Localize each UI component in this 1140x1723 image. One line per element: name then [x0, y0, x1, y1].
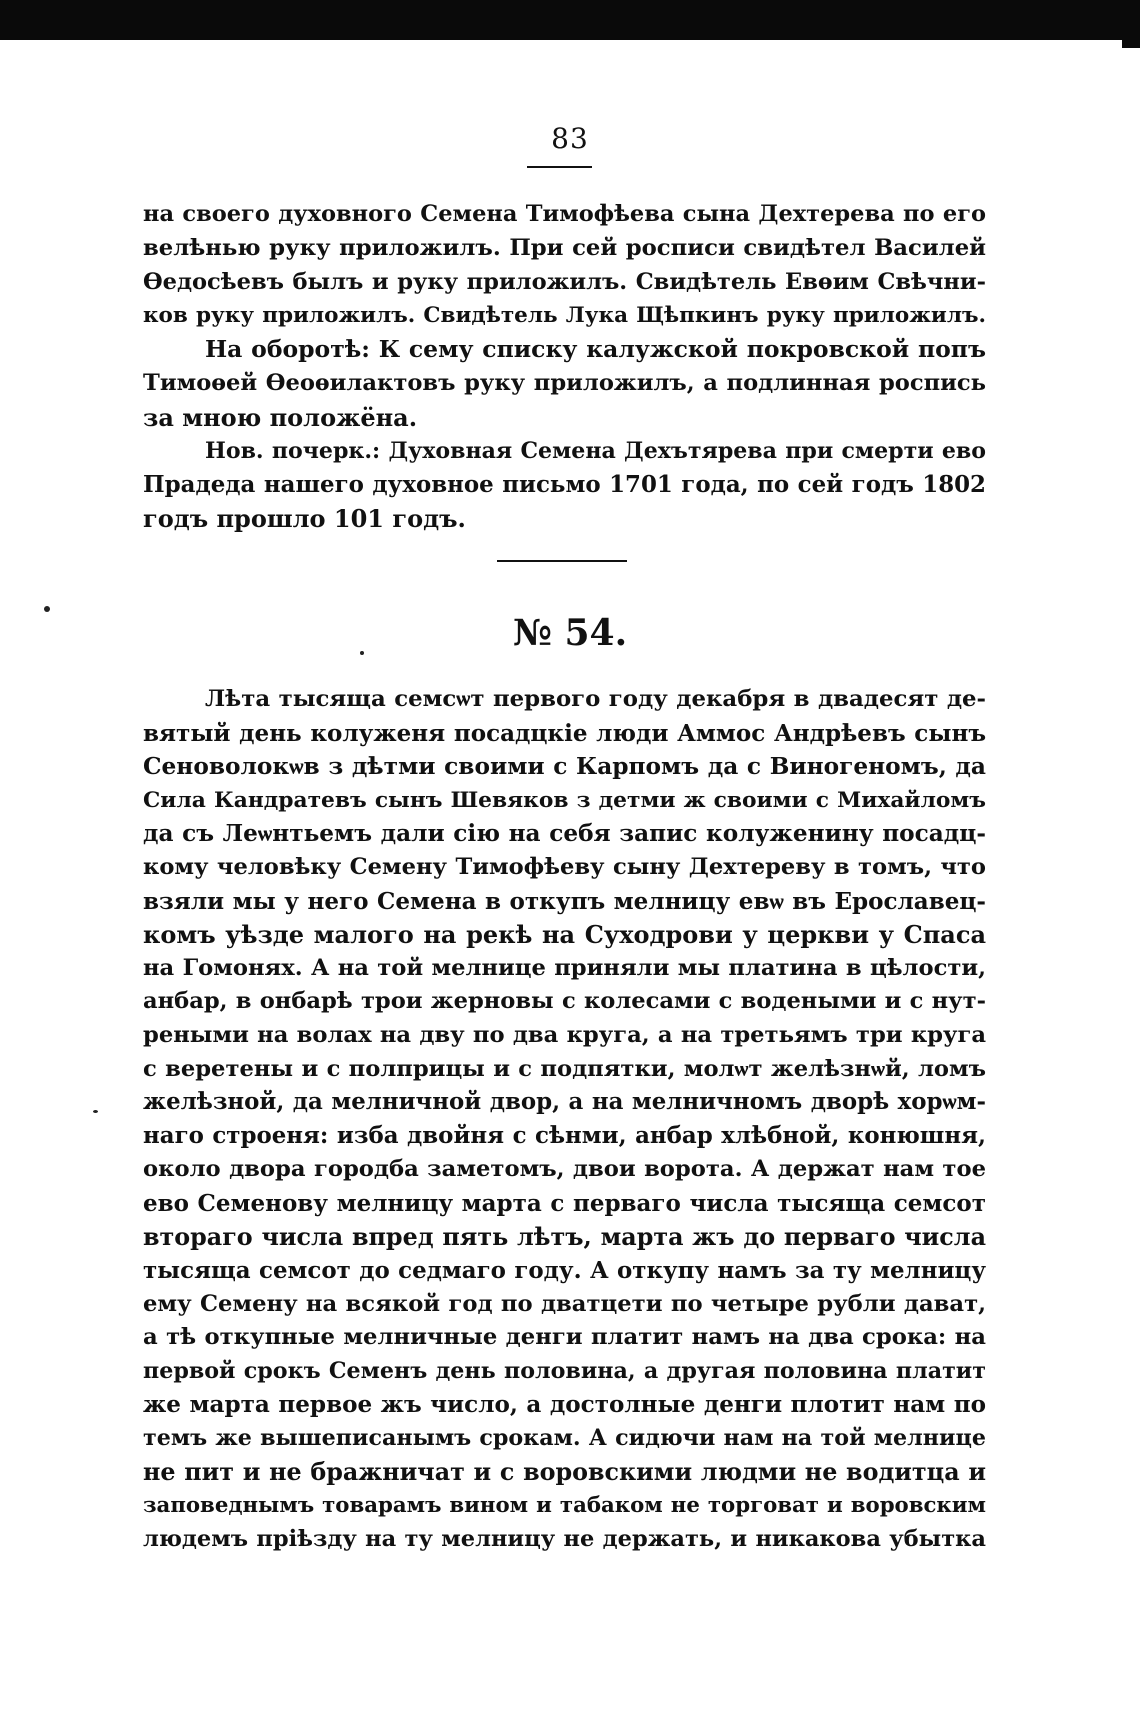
text-line: желѣзной, да мелничной двор, а на мелничномъ дворѣ хорѡм-: [143, 1089, 986, 1116]
scan-speck: [360, 651, 364, 655]
text-line: за мною положёна.: [143, 402, 418, 432]
text-line: не пит и не бражничат и с воровскими людми не водитца и: [143, 1457, 986, 1486]
text-line: Тимоѳей Ѳеоѳилактовъ руку приложилъ, а подлинная роспись: [143, 369, 986, 396]
text-line: ево Семенову мелницу марта с перваго числа тысяща семсот: [143, 1189, 986, 1217]
text-line: Лѣта тысяща семсѡт первого году декабря в двадесят де-: [205, 686, 986, 712]
text-line: На оборотѣ: К сему списку калужской покровской попъ: [205, 335, 986, 364]
scan-top-border-notch: [1122, 0, 1140, 48]
previous-document-ending: [143, 198, 986, 536]
text-line: наго строеня: изба двойня с сѣнми, анбар хлѣбной, конюшня,: [143, 1122, 986, 1149]
text-line: на Гомонях. А на той мелнице приняли мы платина в цѣлости,: [143, 954, 986, 981]
document-number-heading: № 54.: [512, 612, 628, 654]
text-line: годъ прошло 101 годъ.: [143, 504, 466, 534]
scan-speck: [44, 606, 50, 612]
text-line: комъ уѣзде малого на рекѣ на Суходрови у церкви у Спаса: [143, 920, 986, 950]
text-line: кому человѣку Семену Тимофѣеву сыну Дехтереву в томъ, что: [143, 853, 986, 880]
text-line: Сеноволокѡв з дѣтми своими с Карпомъ да с Виногеномъ, да: [143, 753, 986, 781]
text-line: ков руку приложилъ. Свидѣтель Лука Щѣпкинъ руку приложилъ.: [143, 303, 986, 329]
section-divider: [497, 560, 627, 562]
scan-top-border: [0, 0, 1140, 40]
text-line: да съ Леѡнтьемъ дали сію на себя запис колуженину посадц-: [143, 820, 986, 848]
text-line: взяли мы у него Семена в откупъ мелницу евѡ въ Ерославец-: [143, 887, 986, 915]
text-line: реными на волах на дву по два круга, а на третьямъ три круга: [143, 1021, 986, 1048]
text-line: около двора городба заметомъ, двои ворота. А держат нам тое: [143, 1156, 986, 1183]
text-line: втораго числа впред пять лѣтъ, марта жъ до перваго числа: [143, 1222, 986, 1251]
scan-speck: [93, 1110, 98, 1113]
text-line: анбар, в онбарѣ трои жерновы с колесами с водеными и с нут-: [143, 988, 986, 1015]
text-line: а тѣ откупные мелничные денги платит намъ на два срока: на: [143, 1324, 986, 1351]
page-number: 83: [551, 122, 589, 155]
text-line: с веретены и с полприцы и с подпятки, молѡт желѣзнѡй, ломъ: [143, 1055, 986, 1082]
text-line: тысяща семсот до седмаго году. А откупу намъ за ту мелницу: [143, 1257, 986, 1285]
text-line: велѣнью руку приложилъ. При сей росписи свидѣтел Василей: [143, 234, 986, 261]
text-line: заповеднымъ товарамъ вином и табаком не торговат и воровским: [143, 1493, 986, 1519]
text-line: первой срокъ Семенъ день половина, а другая половина платит: [143, 1357, 986, 1384]
page-number-rule: [527, 166, 592, 168]
text-line: людемъ пріѣзду на ту мелницу не держать, и никакова убытка: [143, 1525, 986, 1552]
text-line: же марта первое жъ число, а достолные денги плотит нам по: [143, 1391, 986, 1419]
text-line: ему Семену на всякой год по дватцети по четыре рубли дават,: [143, 1290, 986, 1317]
text-line: Нов. почерк.: Духовная Семена Дехътярева при смерти ево: [205, 437, 986, 464]
text-line: вятый день колуженя посадцкіе люди Аммос Андрѣевъ сынъ: [143, 719, 986, 747]
document-body: [143, 683, 986, 1556]
text-line: Ѳедосѣевъ былъ и руку приложилъ. Свидѣтель Евѳим Свѣчни-: [143, 268, 986, 295]
text-line: темъ же вышеписанымъ срокам. А сидючи нам на той мелнице: [143, 1425, 986, 1452]
text-line: на своего духовного Семена Тимофѣева сына Дехтерева по его: [143, 201, 986, 227]
text-line: Прадеда нашего духовное письмо 1701 года, по сей годъ 1802: [143, 471, 986, 499]
text-line: Сила Кандратевъ сынъ Шевяков з детми ж своими с Михайломъ: [143, 787, 986, 813]
